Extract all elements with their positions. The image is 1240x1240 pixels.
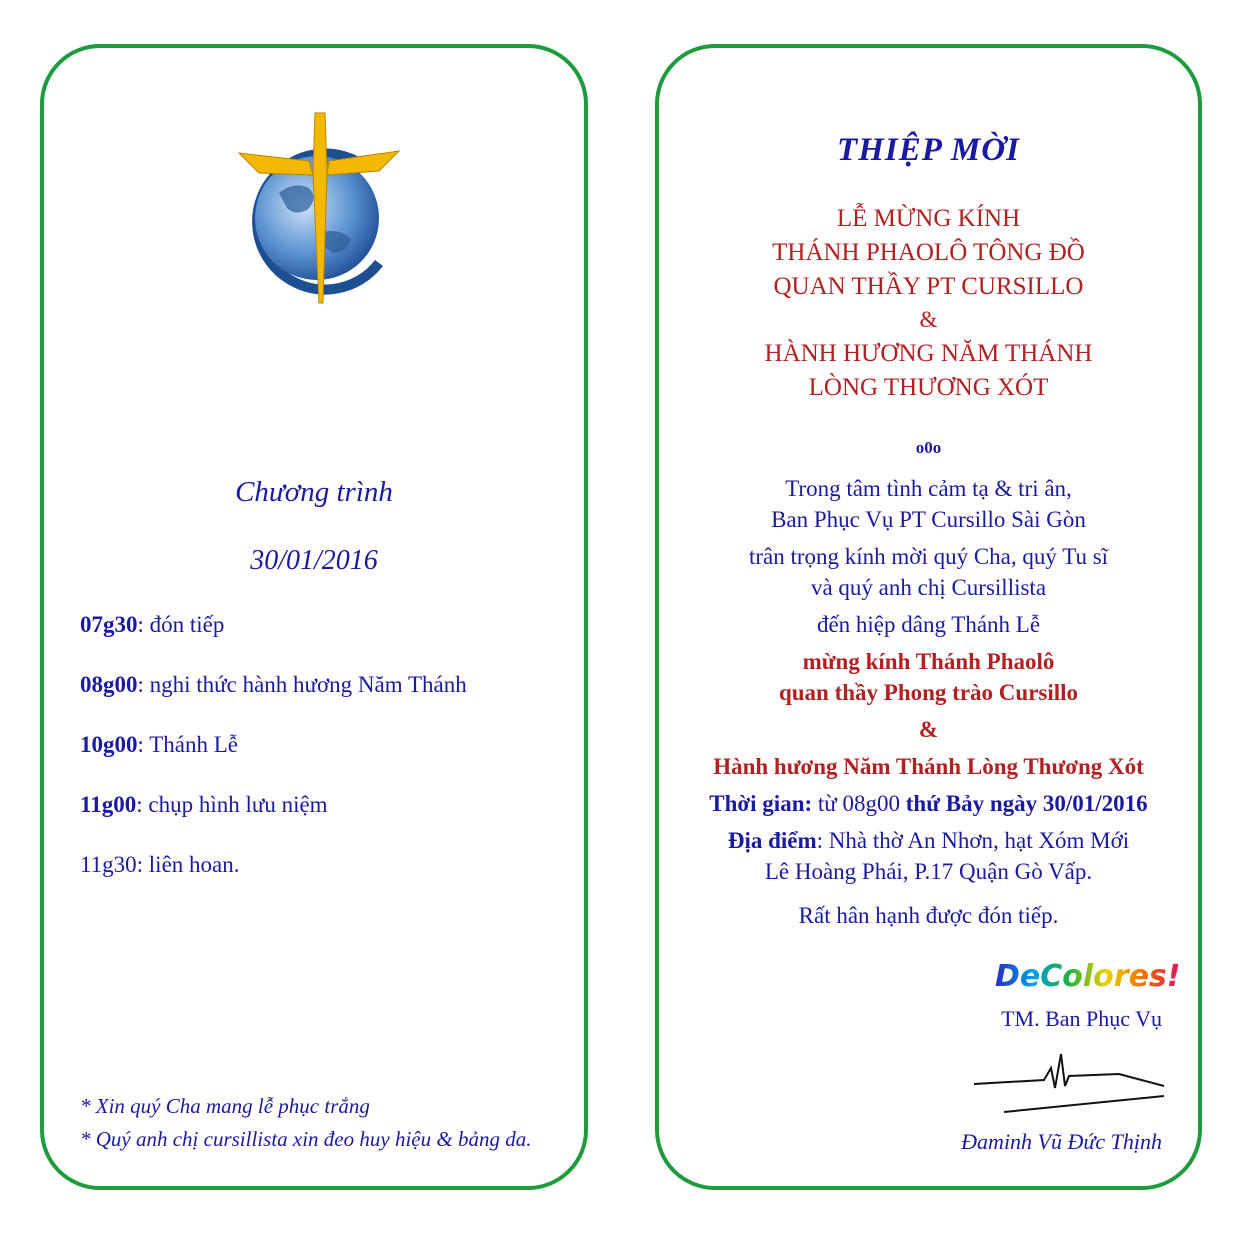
- heading-line: LỄ MỪNG KÍNH: [836, 205, 1021, 232]
- event-time: Thời gian: từ 08g00 thứ Bảy ngày 30/01/2016: [709, 791, 1148, 816]
- schedule-time: 11g00: [80, 792, 137, 817]
- time-label: Thời gian:: [709, 791, 813, 816]
- event-location: Địa điểm: Nhà thờ An Nhơn, hạt Xóm Mới: [727, 828, 1130, 853]
- intro-line: Ban Phục Vụ PT Cursillo Sài Gòn: [771, 507, 1086, 532]
- cursillo-logo: [239, 113, 399, 308]
- intro-line: đến hiệp dâng Thánh Lễ: [816, 612, 1041, 637]
- divider-ornament: o0o: [915, 438, 942, 457]
- heading-line: LÒNG THƯƠNG XÓT: [808, 374, 1049, 401]
- schedule-text: đón tiếp: [143, 612, 225, 637]
- schedule-item: 07g30: đón tiếp: [80, 612, 225, 637]
- schedule-text: liên hoan.: [143, 852, 240, 877]
- decolores-logo: [993, 954, 1181, 996]
- schedule-item: 10g00: Thánh Lễ: [80, 732, 238, 757]
- schedule-time: 10g00: [80, 732, 138, 757]
- schedule-text: nghi thức hành hương Năm Thánh: [143, 672, 467, 697]
- heading-line: HÀNH HƯƠNG NĂM THÁNH: [764, 340, 1093, 367]
- heading-ampersand: &: [919, 307, 938, 332]
- closing-text: Rất hân hạnh được đón tiếp.: [798, 903, 1059, 928]
- signed-for: TM. Ban Phục Vụ: [1001, 1006, 1162, 1031]
- intro-line: Trong tâm tình cảm tạ & tri ân,: [785, 476, 1072, 501]
- feast-ampersand: &: [918, 717, 939, 742]
- program-title: Chương trình: [235, 476, 393, 508]
- note-badge: * Quý anh chị cursillista xin đeo huy hiệu & bảng da.: [80, 1127, 532, 1151]
- intro-line: và quý anh chị Cursillista: [810, 575, 1047, 600]
- location-label: Địa điểm: [727, 828, 817, 853]
- feast-line: Hành hương Năm Thánh Lòng Thương Xót: [713, 754, 1144, 779]
- invitation-title: THIỆP MỜI: [837, 132, 1020, 168]
- signer-name: Đaminh Vũ Đức Thịnh: [961, 1129, 1162, 1154]
- program-date: 30/01/2016: [250, 545, 378, 576]
- schedule-item: 08g00: nghi thức hành hương Năm Thánh: [80, 672, 467, 697]
- schedule-text: Thánh Lễ: [143, 732, 238, 757]
- schedule-time: 07g30: [80, 612, 138, 637]
- feast-line: quan thầy Phong trào Cursillo: [778, 680, 1079, 705]
- invitation-card: [655, 44, 1202, 1190]
- schedule-item: 11g30: liên hoan.: [80, 852, 240, 877]
- schedule-text: chụp hình lưu niệm: [142, 792, 328, 817]
- heading-line: QUAN THẦY PT CURSILLO: [773, 273, 1084, 300]
- time-day: thứ Bảy ngày 30/01/2016: [905, 791, 1148, 816]
- feast-line: mừng kính Thánh Phaolô: [802, 649, 1055, 674]
- location-line: Lê Hoàng Phái, P.17 Quận Gò Vấp.: [764, 859, 1093, 884]
- schedule-time: 11g30: [80, 852, 137, 877]
- note-vestment: * Xin quý Cha mang lễ phục trắng: [80, 1094, 370, 1118]
- heading-line: THÁNH PHAOLÔ TÔNG ĐỒ: [772, 239, 1085, 266]
- signature: [969, 1048, 1169, 1128]
- schedule-item: 11g00: chụp hình lưu niệm: [80, 792, 328, 817]
- intro-line: trân trọng kính mời quý Cha, quý Tu sĩ: [748, 544, 1109, 569]
- schedule-time: 08g00: [80, 672, 138, 697]
- svg-text:DeColores!: DeColores!: [995, 959, 1181, 994]
- program-card: [40, 44, 588, 1190]
